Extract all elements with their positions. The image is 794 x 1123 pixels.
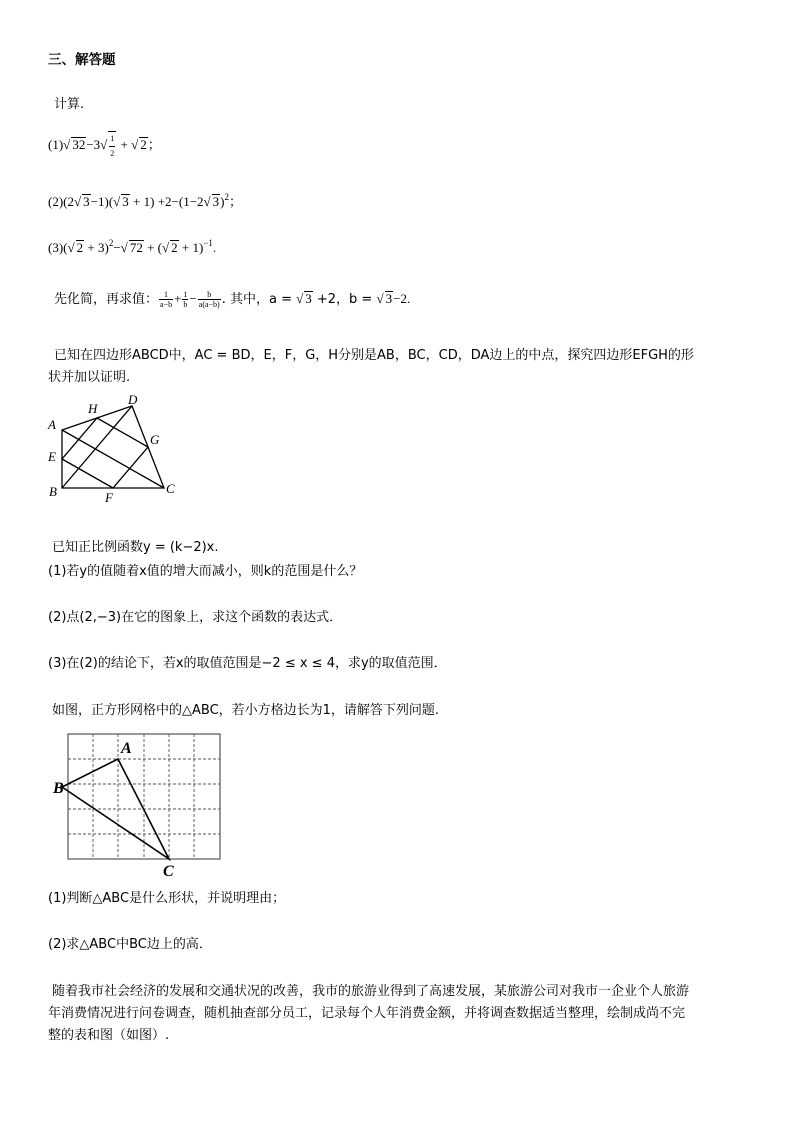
q2-text (54, 290, 410, 309)
sqrt-sign: √ (161, 240, 170, 255)
radicand: 3 (122, 194, 129, 209)
sqrt-sign: √ (100, 136, 108, 152)
operator: + (174, 291, 182, 306)
fraction: $\frac{1}{b}$ (183, 290, 188, 309)
label-c: C (166, 481, 175, 496)
grid-label-b: B (53, 780, 64, 797)
q3-line2: 状并加以证明. (48, 370, 131, 385)
expr-text: + ( (143, 240, 162, 255)
exponent: 2 (108, 238, 114, 248)
q2-prefix: 先化简，再求值： (54, 292, 159, 307)
expr-text: ) (220, 194, 225, 209)
radicand: 2 (140, 136, 147, 152)
operator: + (117, 136, 132, 152)
operator: − (189, 291, 197, 306)
radicand: 2 (76, 240, 84, 255)
sqrt-sign: √ (131, 136, 139, 152)
q5-part1: (1)判断△ABC是什么形状，并说明理由； (48, 891, 286, 906)
grid-label-a: A (121, 740, 132, 757)
expr-text: + 1) (178, 240, 204, 255)
label-f: F (105, 490, 113, 505)
sqrt-sign: √ (113, 194, 121, 209)
exponent: −1 (203, 238, 213, 248)
operator: −3 (86, 136, 101, 152)
q4-intro: 已知正比例函数y = (k−2)x. (52, 540, 219, 555)
grid-label-c: C (163, 863, 174, 880)
label-b: B (49, 484, 57, 499)
label-d: D (128, 392, 138, 407)
q1-part1-label: (1) (48, 136, 64, 152)
sqrt-sign: √ (67, 240, 75, 255)
sqrt-sign: √ (296, 291, 304, 306)
q4-part1: (1)若y的值随着x值的增大而减小，则k的范围是什么？ (48, 564, 363, 579)
expr-text: ( (63, 240, 68, 255)
q6-line1: 随着我市社会经济的发展和交通状况的改善，我市的旅游业得到了高速发展，某旅游公司对我市一企业个人旅游 (52, 984, 690, 999)
q3-line1: 已知在四边形ABCD中，AC = BD，E，F，G，H分别是AB，BC，CD，DA边上的中点，探究四边形EFGH的形 (54, 348, 694, 363)
q2-text-mid: . 其中，a = (221, 292, 297, 307)
q5-part2: (2)求△ABC中BC边上的高． (48, 937, 212, 952)
radicand: 72 (129, 240, 143, 255)
radicand: 3 (305, 291, 312, 306)
q6-line2: 年消费情况进行问卷调查，随机抽查部分员工，记录每个人年消费金额，并将调查数据适当整理，绘制成尚不完 (48, 1006, 686, 1021)
q2-text-end: −2. (393, 291, 411, 306)
quadrilateral-figure (44, 390, 194, 505)
q1-part3-label: (3) (48, 240, 64, 255)
q5-intro: 如图，正方形网格中的△ABC，若小方格边长为1，请解答下列问题. (52, 703, 440, 718)
punct: ； (147, 137, 161, 153)
sqrt-sign: √ (120, 240, 128, 255)
label-e: E (48, 449, 56, 464)
q1-intro: 计算. (54, 97, 85, 112)
expr-text: (2 (63, 194, 75, 209)
fraction: $\frac{b}{a(a-b)}$ (198, 290, 220, 309)
grid-triangle-figure (50, 728, 230, 880)
punct: . (212, 240, 217, 255)
expr-text: + 3) (84, 240, 109, 255)
punct: ； (229, 195, 243, 210)
expr-text: + 1) +2−(1−2 (129, 194, 204, 209)
section-title: 三、解答题 (48, 52, 116, 68)
sqrt-sign: √ (74, 194, 82, 209)
expr-text: −1)( (90, 194, 114, 209)
label-g: G (150, 432, 160, 447)
q6-line3: 整的表和图（如图）. (48, 1028, 170, 1043)
fraction: $\frac{1}{2}$ (108, 131, 116, 161)
q1-part2 (48, 188, 242, 212)
radicand: 3 (83, 194, 90, 209)
q1-part1 (48, 131, 161, 161)
sqrt-sign: √ (63, 136, 71, 152)
expr-text: − (113, 240, 121, 255)
fraction: $\frac{1}{a-b}$ (160, 290, 173, 309)
exponent: 2 (224, 192, 230, 202)
quadrilateral-efgh (62, 418, 148, 488)
sqrt-sign: √ (376, 291, 384, 306)
label-a: A (48, 417, 56, 432)
q4-part2: (2)点(2,−3)在它的图象上，求这个函数的表达式． (48, 610, 343, 625)
radicand: 3 (212, 194, 220, 209)
q1-part2-label: (2) (48, 194, 64, 209)
square-grid (68, 734, 220, 859)
q2-text-mid2: +2，b = (312, 292, 377, 307)
q4-part3: (3)在(2)的结论下，若x的取值范围是−2 ≤ x ≤ 4，求y的取值范围． (48, 656, 447, 671)
radicand: 3 (385, 291, 393, 306)
q1-part3 (48, 234, 216, 257)
label-h: H (88, 401, 98, 416)
diagonal-ac (62, 430, 164, 488)
radicand: 32 (72, 136, 86, 152)
radicand: 2 (171, 240, 178, 255)
sqrt-sign: √ (203, 194, 211, 209)
